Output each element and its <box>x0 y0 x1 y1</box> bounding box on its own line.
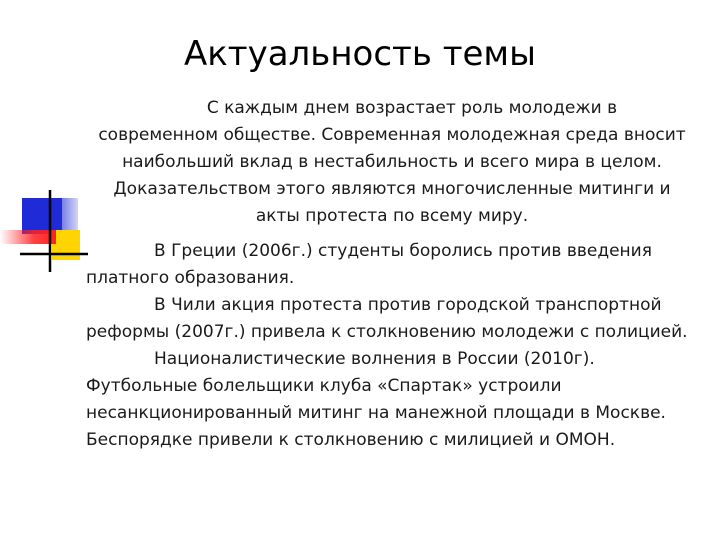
example-russia: Националистические волнения в России (2010г). Футбольные болельщики клуба «Спартак» устроили несанкционированный митинг на манежной площади в Москве. Беспорядке привели к столкновению с милицией и ОМОН. <box>86 349 666 450</box>
intro-line: наибольший вклад в нестабильность и всего мира в целом. <box>122 152 662 172</box>
blue-square-fade <box>50 198 78 234</box>
red-bar <box>0 230 56 244</box>
decorative-squares <box>0 190 90 280</box>
example-chile: В Чили акция протеста против городской транспортной реформы (2007г.) привела к столкновению молодежи с полицией. <box>86 295 688 342</box>
example-greece: В Греции (2006г.) студенты боролись против введения платного образования. <box>86 241 652 288</box>
intro-line: С каждым днем возрастает роль молодежи в <box>206 98 618 118</box>
intro-paragraph <box>86 95 698 230</box>
intro-line: Доказательством этого являются многочисленные митинги и <box>113 179 671 199</box>
yellow-square <box>52 230 80 260</box>
intro-line: современном обществе. Современная молодежная среда вносит <box>98 125 686 145</box>
slide-title: Актуальность темы <box>184 34 536 74</box>
intro-line: акты протеста по всему миру. <box>255 206 529 226</box>
slide-body <box>86 95 698 454</box>
